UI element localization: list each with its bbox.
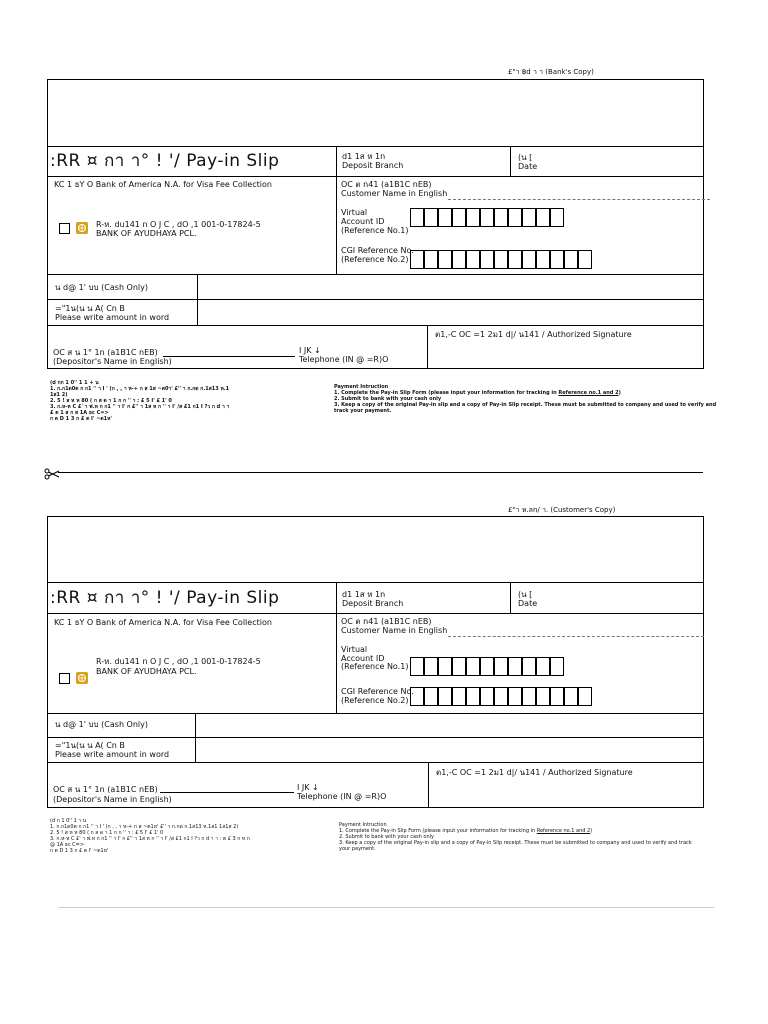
deposit-branch-label: Deposit Branch: [342, 161, 404, 170]
company-name: Bank of America N.A. for Visa Fee Collection: [95, 180, 272, 189]
divider: [428, 762, 429, 808]
company-label: [54, 618, 272, 628]
cash-amount-field[interactable]: [196, 714, 703, 736]
cash-only-label: น d@ 1' บบ (Cash Only): [55, 283, 148, 292]
customer-name-field[interactable]: [448, 199, 710, 200]
company-label-thai: KC 1 ธY O: [54, 180, 94, 189]
page-title: :RR ¤ กา า° ! '/ Pay-in Slip: [50, 151, 280, 171]
divider: [336, 582, 337, 713]
telephone-label: Telephone (IN @ =R)O: [297, 792, 387, 801]
deposit-branch-label: Deposit Branch: [342, 599, 404, 608]
cut-line: [58, 472, 703, 473]
note-line: 3. ก.ห-ห C £' า ฟ.ห ก ก1 '' า I' ก £'' า 1ส ห ก '' า I' /ส £1 ก1 I ?ว ก d า า : ต £ 3 ก ห ก: [50, 836, 250, 842]
depositor-name-thai: OC ส น 1° 1n (a1B1C nEB): [53, 348, 158, 357]
date-label: Date: [518, 162, 538, 171]
customer-name-field[interactable]: [448, 636, 704, 637]
instruction-line: track your payment.: [334, 408, 392, 414]
divider: [47, 762, 704, 763]
customer-name-label: Customer Name in English: [341, 189, 448, 198]
reference-no2-field[interactable]: [410, 687, 592, 706]
note-line: 2. 5 ! ส ห ห 80 ( ก ส ด า 1 ก ก '' า : £ 5 I' £ 1' 0: [50, 398, 172, 404]
cash-amount-field[interactable]: [198, 275, 703, 298]
depositor-name-field[interactable]: [163, 356, 295, 357]
deposit-branch-thai: d1 1ส ห 1n: [342, 590, 386, 599]
divider: [510, 582, 511, 613]
note-line: 1. ก.ก1ด0ต ก ก1 '' า I ' (ก , , า ห-+ ก ส 1ส ~ต0า' £'' า ก.กด ก.1ส13 ห.1: [50, 386, 230, 392]
instruction-line: your payment.: [339, 846, 376, 852]
divider: [336, 146, 337, 274]
reference-no1-label: (Reference No.1): [341, 226, 409, 235]
instruction-line: 3. Keep a copy of the original Pay-in slip and a copy of Pay-in Slip receipt. These must be submitted to company and used to verify and: [334, 402, 717, 408]
copy-label: £"า ห.ลn/ า. (Customer's Copy): [508, 506, 616, 514]
date-label: Date: [518, 599, 538, 608]
page-title: :RR ¤ กา า° ! '/ Pay-in Slip: [50, 588, 280, 608]
reference-no2-label: (Reference No.2): [341, 696, 409, 705]
instruction-line: 2. Submit to bank with your cash only: [334, 396, 442, 402]
telephone-thai: I JK ↓: [297, 783, 319, 792]
divider: [47, 176, 704, 177]
bank-checkbox[interactable]: [59, 223, 70, 234]
instruction-line: 1. Complete the Pay-in Slip Form (please input your information for tracking in Reference no.1 and 2): [334, 390, 621, 396]
reference-no1-label: (Reference No.1): [341, 662, 409, 671]
payment-instruction: [339, 822, 692, 852]
note-line: (d ก 1 0'' 1 า น: [50, 818, 87, 824]
note-line: 1. ก.ก1ด0ต ก ก1 '' า I ' (ก , , า ห-+ ก ส ~ต1ห' £'' า ก.กด ก.1ส13 ห.1ส1 1ส1ส 2): [50, 824, 239, 830]
scissors-icon: [44, 465, 60, 484]
account-id-label: Account ID: [341, 654, 385, 663]
reference-no1-field[interactable]: [410, 208, 564, 227]
cgi-reference-label: CGI Reference No.: [341, 246, 414, 255]
amount-in-words-label: Please write amount in word: [55, 313, 170, 322]
customer-name-label: Customer Name in English: [341, 626, 448, 635]
account-number: R-ห. du141 n O J C , dO ,1 001-0-17824-5: [96, 220, 261, 229]
reference-no2-label: (Reference No.2): [341, 255, 409, 264]
divider: [427, 325, 428, 369]
note-line: @ 1A ธc C=>: [50, 842, 85, 848]
divider: [47, 325, 704, 326]
virtual-account-label: Virtual: [341, 208, 368, 217]
instruction-line: 2. Submit to bank with your cash only: [339, 834, 434, 840]
divider: [47, 146, 704, 147]
payment-instruction: [334, 384, 716, 414]
copy-label: £"า ฿d า า (Bank's Copy): [508, 68, 594, 76]
authorized-signature-label: ต1,-C OC =1 2ม1 d|/ น141 / Authorized Signature: [436, 768, 633, 777]
note-line: £ ต 1 ส ก ส 1A ธc C=>: [50, 410, 109, 416]
bank-checkbox[interactable]: [59, 673, 70, 684]
deposit-branch-thai: d1 1ส ห 1n: [342, 152, 386, 161]
reference-no1-field[interactable]: [410, 657, 564, 676]
instruction-line: 3. Keep a copy of the original Pay-in slip and a copy of Pay-in Slip receipt. These must be submitted to company and used to verify and track: [339, 840, 692, 846]
note-line: ก ต D 1 3 ก £ ต I' ~ต1ห': [50, 848, 109, 854]
depositor-name-label: (Depositor's Name in English): [53, 795, 172, 804]
reference-no2-field[interactable]: [410, 250, 592, 269]
bank-logo-icon: [76, 222, 88, 234]
customer-name-thai: OC ต n41 (a1B1C nEB): [341, 180, 432, 189]
payment-instruction-title: Payment Intruction: [334, 384, 389, 390]
amount-in-words-field[interactable]: [198, 300, 703, 324]
telephone-thai: I JK ↓: [299, 346, 321, 355]
depositor-name-field[interactable]: [160, 792, 294, 793]
customer-name-thai: OC ต n41 (a1B1C nEB): [341, 617, 432, 626]
bank-name: BANK OF AYUDHAYA PCL.: [96, 229, 197, 238]
note-line: (d กก 1 0'' 1 1 + น: [50, 380, 99, 386]
note-line: 3. ก.ห-ห C £' า ฟ.ห ก ก1 '' า I' ก £'' า 1ส ห ก '' า I' /ส £1 ก1 I ?ว ก d า า: [50, 404, 230, 410]
note-line: 2. 5 ! ส ห ห 80 ( ก ส ด า 1 ก ก '' า : £ 5 I' £ 1' 0: [50, 830, 164, 836]
company-label-thai: KC 1 ธY O: [54, 618, 94, 627]
cash-only-label: น d@ 1' บบ (Cash Only): [55, 720, 148, 729]
virtual-account-label: Virtual: [341, 645, 368, 654]
telephone-label: Telephone (IN @ =R)O: [299, 355, 389, 364]
depositor-name-label: (Depositor's Name in English): [53, 357, 172, 366]
notes-thai: [50, 818, 250, 854]
amount-thai-label: ="1น(น น A( Cn B: [55, 741, 125, 750]
payment-instruction-title: Payment Intruction: [339, 822, 387, 828]
note-line: ก ต D 1 3 ก £ ต I' ~ต1ห': [50, 416, 112, 422]
bank-name: BANK OF AYUDHAYA PCL.: [96, 667, 197, 676]
depositor-name-thai: OC ส น 1° 1n (a1B1C nEB): [53, 785, 158, 794]
instruction-line: 1. Complete the Pay-in Slip Form (please input your information for tracking in Reference no.1 and 2): [339, 828, 593, 834]
notes-thai: [50, 380, 229, 422]
divider: [47, 582, 704, 583]
divider: [510, 146, 511, 176]
date-thai: (น [: [518, 590, 533, 599]
account-number: R-ห. du141 n O J C , dO ,1 001-0-17824-5: [96, 657, 261, 666]
date-thai: (น [: [518, 153, 533, 162]
bank-logo-icon: [76, 672, 88, 684]
page-bottom-rule: [58, 907, 714, 908]
amount-thai-label: ="1น(น น A( Cn B: [55, 304, 125, 313]
company-name: Bank of America N.A. for Visa Fee Collection: [95, 618, 272, 627]
amount-in-words-field[interactable]: [196, 738, 703, 761]
authorized-signature-label: ต1,-C OC =1 2ม1 d|/ น141 / Authorized Signature: [435, 330, 632, 339]
company-label: [54, 180, 272, 190]
cgi-reference-label: CGI Reference No.: [341, 687, 414, 696]
divider: [47, 613, 704, 614]
note-line: 1ส1 2): [50, 392, 68, 398]
account-id-label: Account ID: [341, 217, 385, 226]
amount-in-words-label: Please write amount in word: [55, 750, 170, 759]
